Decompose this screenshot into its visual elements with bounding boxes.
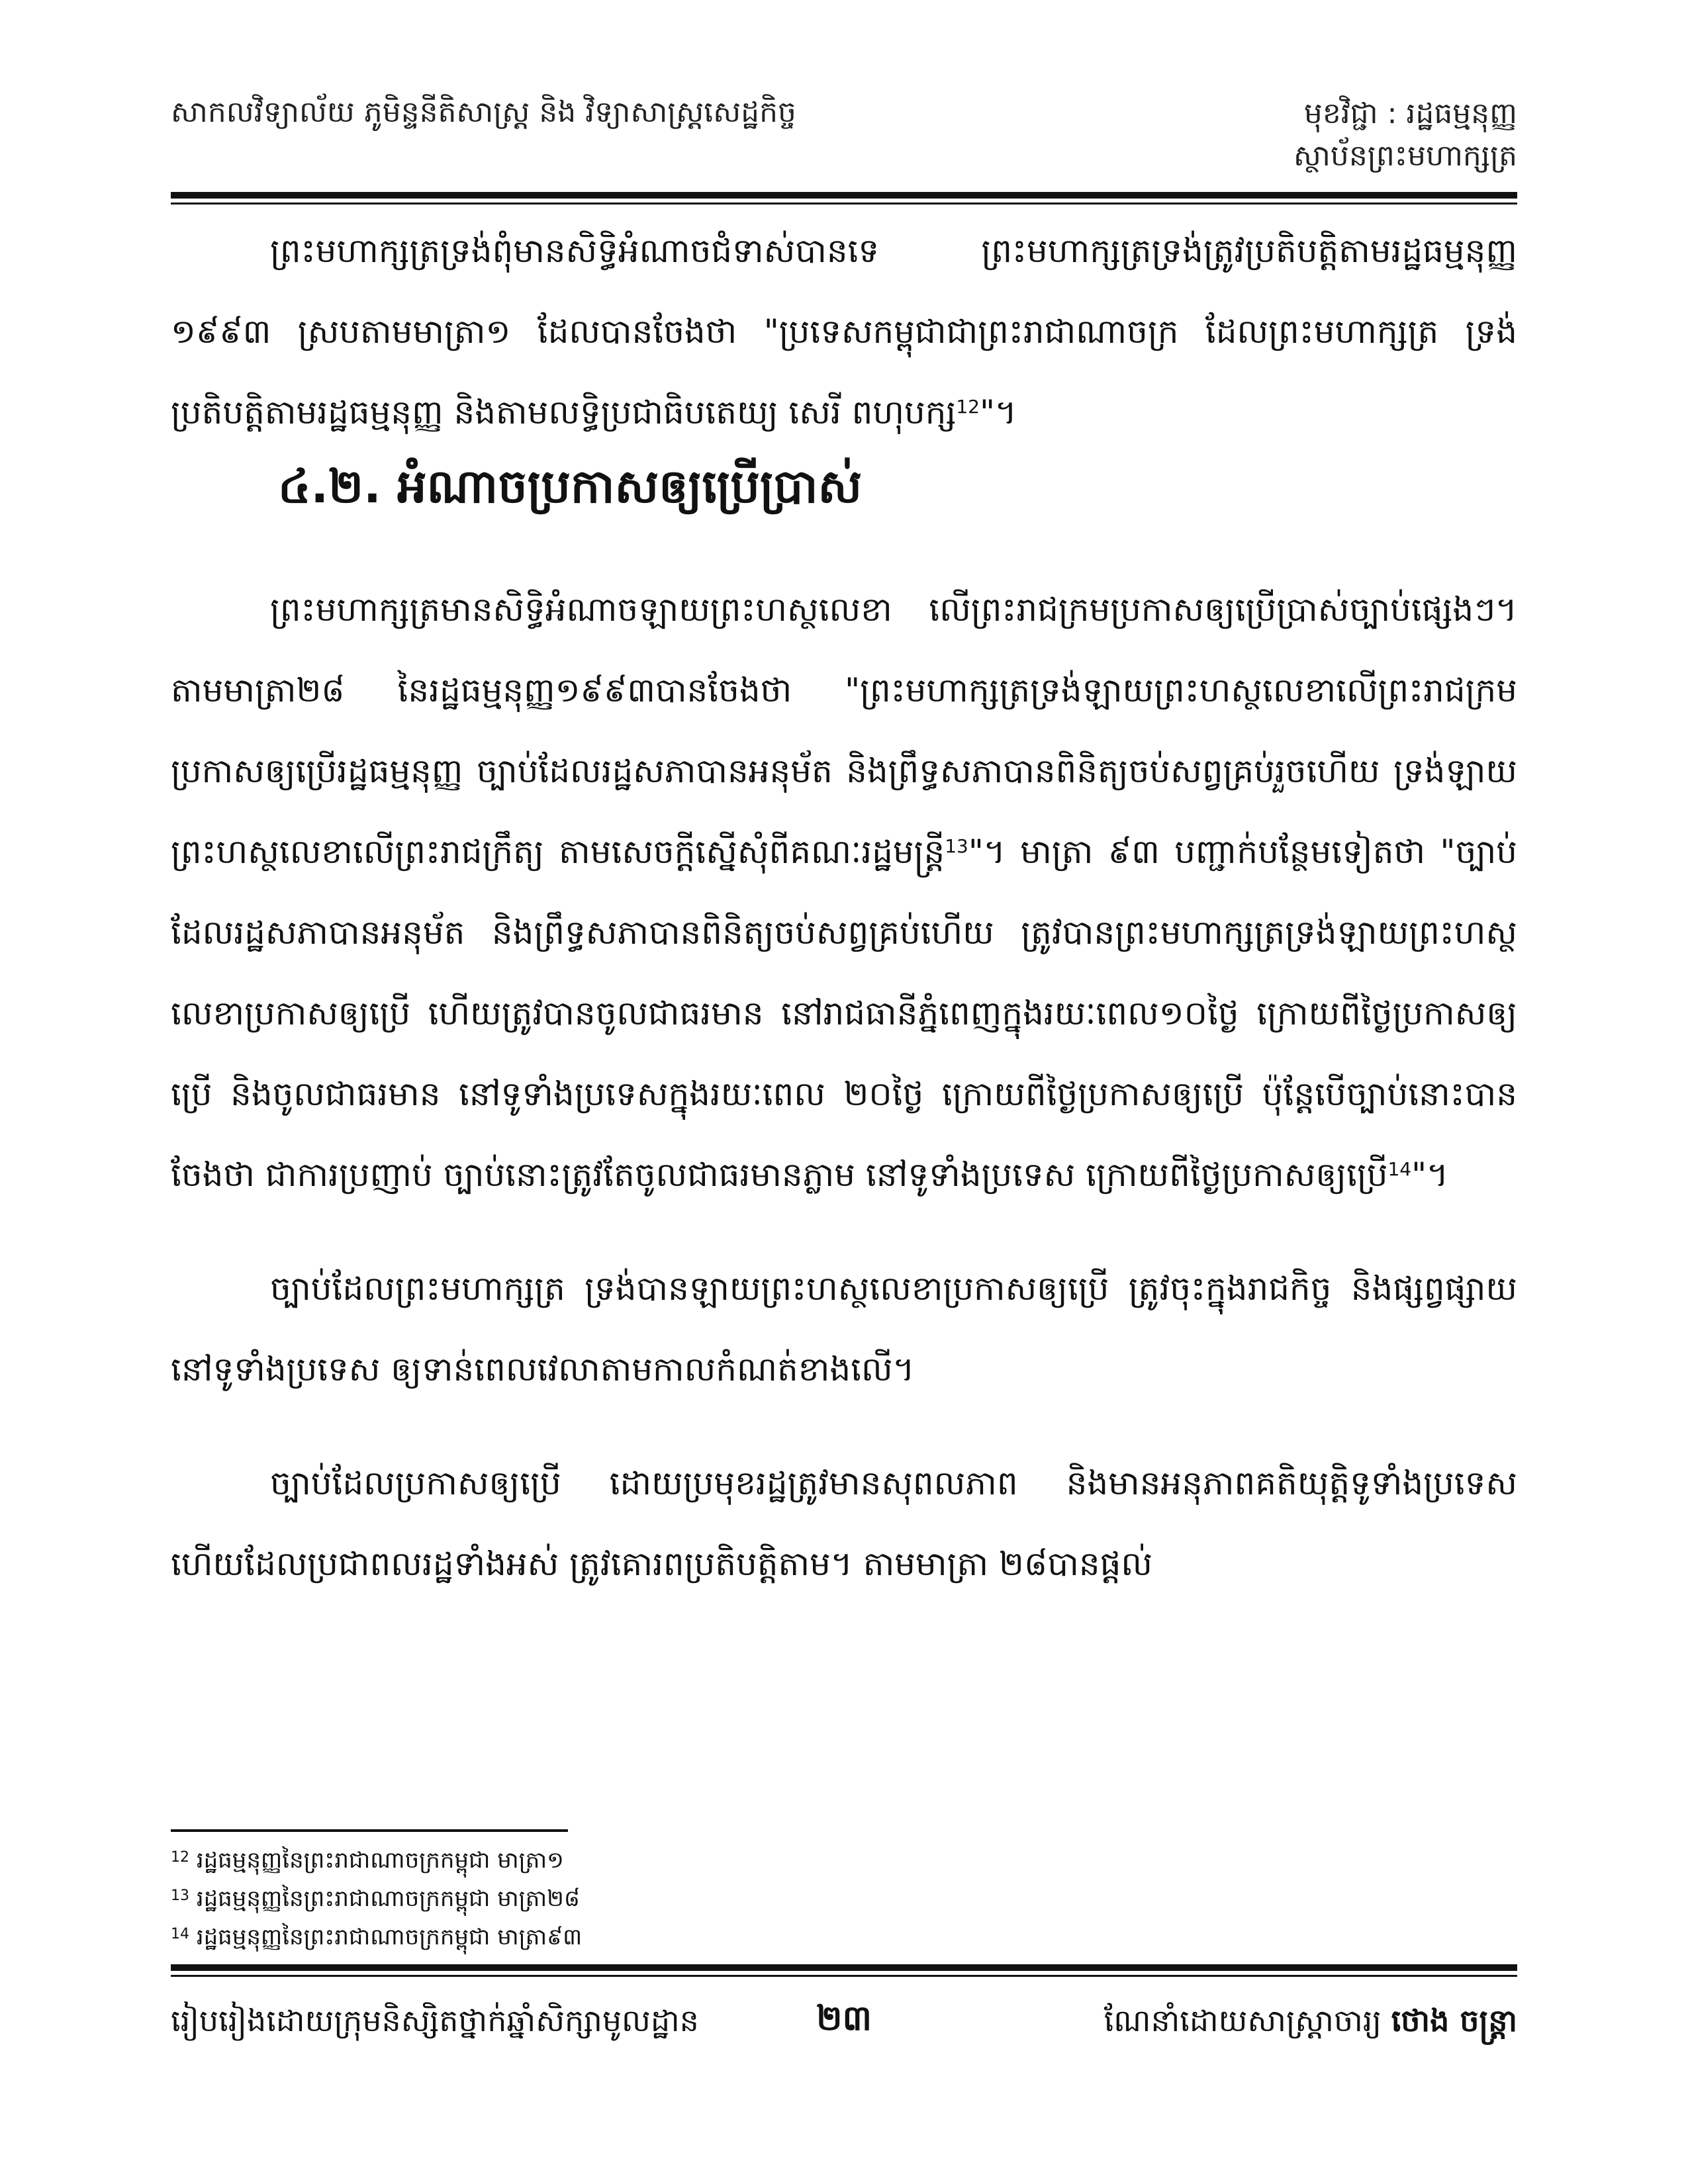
header-subject-line: មុខវិជ្ជា : រដ្ឋធម្មនុញ្ញ	[1303, 97, 1517, 130]
paragraph-1-end: "។	[980, 393, 1017, 432]
paragraph-1-text: ព្រះមហាក្សត្រទ្រង់ពុំមានសិទ្ធិអំណាចជំទាស់បានទេ ព្រះមហាក្សត្រទ្រង់ត្រូវប្រតិបត្តិតាមរដ្ឋធម្មនុញ្ញ ១៩៩៣ ស្របតាមមាត្រា១ ដែលបានចែងថា "ប្រទេសកម្ពុជាជាព្រះរាជាណាចក្រ ដែលព្រះមហាក្សត្រ ទ្រង់ប្រតិបត្តិតាមរដ្ឋធម្មនុញ្ញ និងតាមលទ្ធិប្រជាធិបតេយ្យ សេរី ពហុបក្ស	[171, 232, 1517, 432]
footnote-ref-12[interactable]: 12	[956, 396, 980, 418]
footer-instructor	[1104, 1997, 1517, 2044]
footer-instructor-name: ថោង ចន្ត្រា	[1391, 2003, 1517, 2038]
header-university: សាកលវិទ្យាល័យ ភូមិន្ទនីតិសាស្ត្រ និង វិទ្យាសាស្ត្រសេដ្ឋកិច្ច	[171, 95, 796, 129]
footer-rule-thick	[171, 1964, 1517, 1971]
main-body	[171, 569, 1517, 1637]
footer-authors: រៀបរៀងដោយក្រុមនិស្សិតថ្នាក់ឆ្នាំសិក្សាមូលដ្ឋាន	[171, 2003, 699, 2038]
paragraph-1	[171, 210, 1517, 486]
footnote-number: 12	[171, 1849, 189, 1866]
footnote-text: រដ្ឋធម្មនុញ្ញនៃព្រះរាជាណាចក្រកម្ពុជា មាត្រា១	[196, 1847, 564, 1874]
footnote-separator	[171, 1829, 568, 1832]
footer-rule-thin	[171, 1975, 1517, 1977]
footnote-ref-14[interactable]: 14	[1387, 1158, 1412, 1180]
footnote-12	[171, 1841, 1164, 1880]
footnote-13	[171, 1880, 1164, 1918]
section-heading: ៤.២. អំណាចប្រកាសឲ្យប្រើប្រាស់	[278, 459, 863, 514]
header-rule-thick	[171, 192, 1517, 199]
paragraph-2-end: "។	[1411, 1156, 1449, 1194]
footnote-14	[171, 1918, 1164, 1956]
paragraph-2-text-a: ព្រះមហាក្សត្រមានសិទ្ធិអំណាចឡាយព្រះហស្ថលេខា លើព្រះរាជក្រមប្រកាសឲ្យប្រើប្រាស់ច្បាប់ផ្សេងៗ។ តាមមាត្រា២៨ នៃរដ្ឋធម្មនុញ្ញ១៩៩៣បានចែងថា "ព្រះមហាក្សត្រទ្រង់ឡាយព្រះហស្ថលេខាលើព្រះរាជក្រមប្រកាសឲ្យប្រើរដ្ឋធម្មនុញ្ញ ច្បាប់ដែលរដ្ឋសភាបានអនុម័ត និងព្រឹទ្ធសភាបានពិនិត្យចប់សព្វគ្រប់រួចហើយ ទ្រង់ឡាយព្រះហស្ថលេខាលើព្រះរាជក្រឹត្យ តាមសេចក្ដីស្នើសុំពីគណៈរដ្ឋមន្ត្រី	[171, 590, 1517, 871]
header-subject	[1293, 93, 1517, 177]
paragraph-4: ច្បាប់ដែលប្រកាសឲ្យប្រើ ដោយប្រមុខរដ្ឋត្រូវមានសុពលភាព និងមានអនុភាពគតិយុត្តិទូទាំងប្រទេស ហើយដែលប្រជាពលរដ្ឋទាំងអស់ ត្រូវគោរពប្រតិបត្តិតាម។ តាមមាត្រា ២៨បានផ្តល់	[171, 1464, 1517, 1583]
footnote-number: 13	[171, 1888, 189, 1904]
footnote-text: រដ្ឋធម្មនុញ្ញនៃព្រះរាជាណាចក្រកម្ពុជា មាត្រា៩៣	[196, 1924, 583, 1950]
footnote-number: 14	[171, 1926, 189, 1942]
footer-instructor-prefix: ណែនាំដោយសាស្ត្រាចារ្យ	[1103, 2003, 1382, 2038]
header-rule-thin	[171, 203, 1517, 205]
paragraph-3: ច្បាប់ដែលព្រះមហាក្សត្រ ទ្រង់បានឡាយព្រះហស្ថលេខាប្រកាសឲ្យប្រើ ត្រូវចុះក្នុងរាជកិច្ច និងផ្សព្វផ្សាយ នៅទូទាំងប្រទេស ឲ្យទាន់ពេលវេលាតាមកាលកំណត់ខាងលើ។	[171, 1269, 1517, 1388]
footnotes	[171, 1841, 1164, 1956]
paragraph-2	[171, 569, 1517, 1215]
paragraph-2-text-b: "។ មាត្រា ៩៣ បញ្ជាក់បន្ថែមទៀតថា "ច្បាប់ដែលរដ្ឋសភាបានអនុម័ត និងព្រឹទ្ធសភាបានពិនិត្យចប់សព្វគ្រប់ហើយ ត្រូវបានព្រះមហាក្សត្រទ្រង់ឡាយព្រះហស្ថលេខាប្រកាសឲ្យប្រើ ហើយត្រូវបានចូលជាធរមាន នៅរាជធានីភ្នំពេញក្នុងរយៈពេល១០ថ្ងៃ ក្រោយពីថ្ងៃប្រកាសឲ្យប្រើ និងចូលជាធរមាន នៅទូទាំងប្រទេសក្នុងរយៈពេល ២០ថ្ងៃ ក្រោយពីថ្ងៃប្រកាសឲ្យប្រើ ប៉ុន្តែបើច្បាប់នោះបានចែងថា ជាការប្រញាប់ ច្បាប់នោះត្រូវតែចូលជាធរមានភ្លាម នៅទូទាំងប្រទេស ក្រោយពីថ្ងៃប្រកាសឲ្យប្រើ	[171, 833, 1517, 1194]
footnote-text: រដ្ឋធម្មនុញ្ញនៃព្រះរាជាណាចក្រកម្ពុជា មាត្រា២៨	[196, 1886, 580, 1912]
page-number: ២៣	[816, 1999, 872, 2038]
header-chapter-line: ស្ថាប័នព្រះមហាក្សត្រ	[1293, 139, 1517, 173]
footnote-ref-13[interactable]: 13	[945, 835, 968, 857]
